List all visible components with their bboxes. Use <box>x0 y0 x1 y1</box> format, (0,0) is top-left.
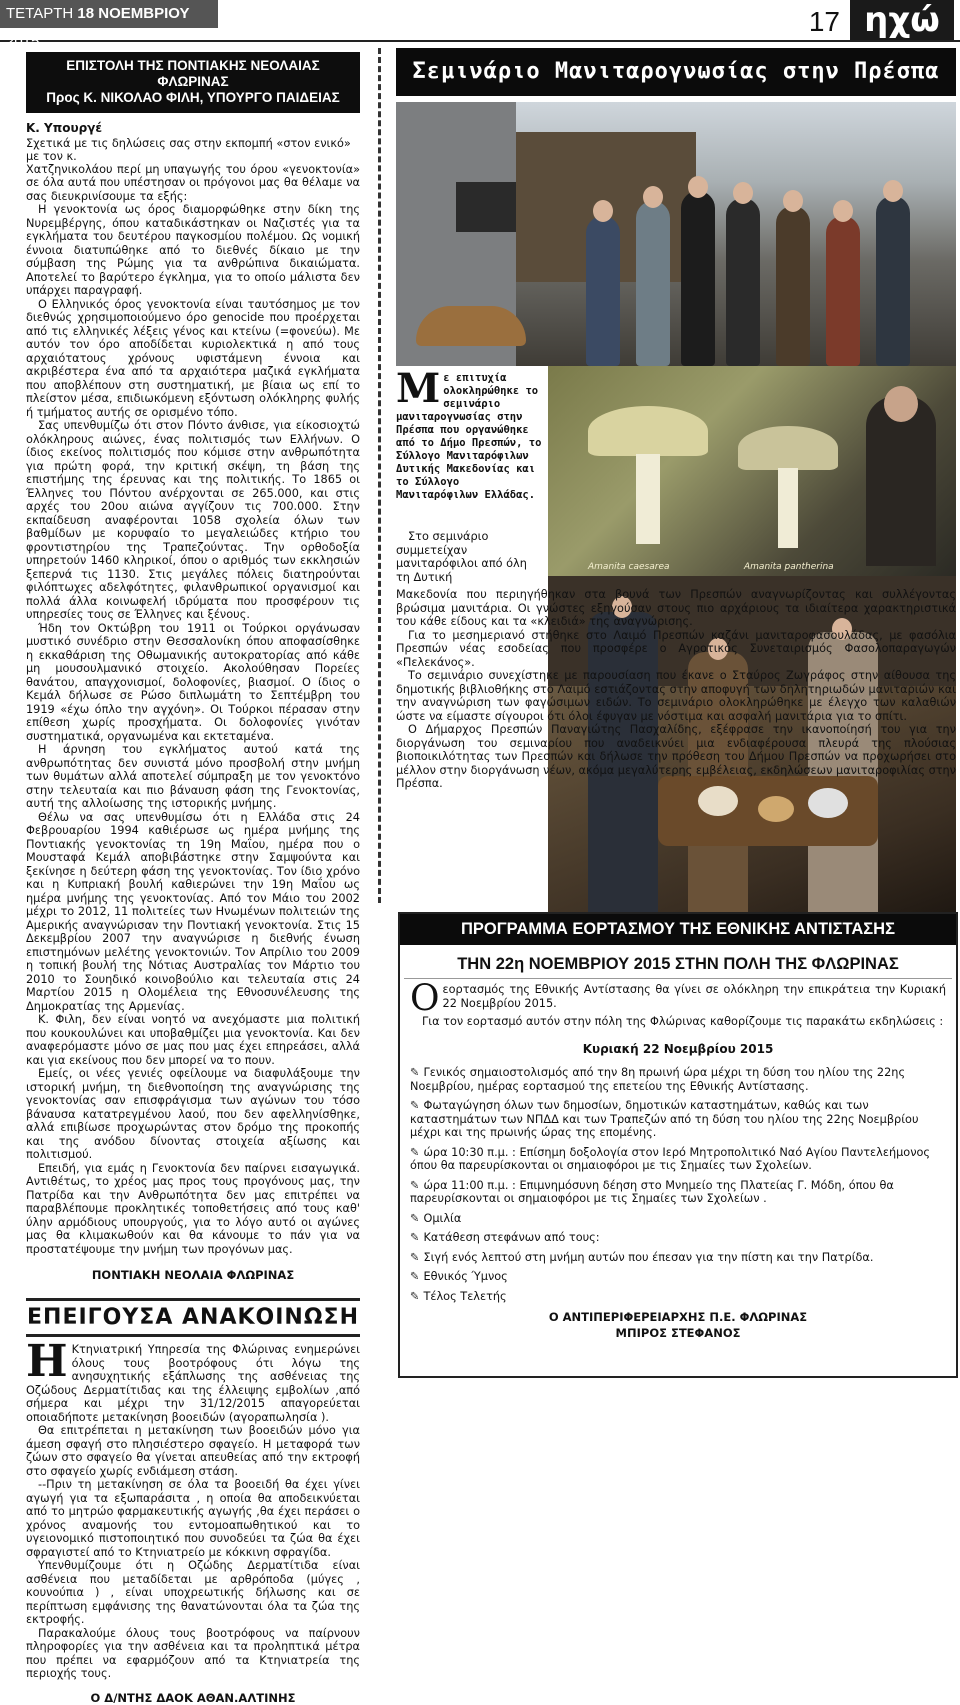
announcement-paragraph: --Πριν τη μετακίνηση σε όλα τα βοοειδή θα έχει γίνει αγωγή για τα εξωπαράσιτα , η οποία θα αποδεικνύεται από το μητρώο φαρμακευτικής αγωγής ,θα έχει περάσει ο χρόνος αναμονής του εντομοαπωθητικού και το υγειονομικό πιστοποιητικό που συνοδεύει τα ζώα θα έχει σφραγιστεί από το Κτηνιατρείο με κόκκινη σφραγίδα. <box>26 1478 360 1559</box>
announcement-signature: Ο Δ/ΝΤΗΣ ΔΑΟΚ ΑΘΑΝ.ΑΛΤΙΝΗΣ <box>90 1690 296 1705</box>
announcement-paragraph: Παρακαλούμε όλους τους βοοτρόφους να παίρνουν πληροφορίες για την ασθένεια και τα προληπτικά μέτρα που πρέπει να εφαρμόζουν από τα Κτηνιατρεία της περιοχής τους. <box>26 1626 360 1681</box>
seminar-paragraph: Το σεμινάριο συνεχίστηκε με παρουσίαση που έκανε ο Σταύρος Ζωγράφος στην αίθουσα της δημοτικής βιβλιοθήκης στο Λαιμό εστιάζοντας στην αποφυγή των δηλητηριωδών μανιταριών και την αναγνώριση των φαγώσιμων ειδών. Το σεμινάριο ολοκληρώθηκε με έλεγχο των καλαθιών ώστε να είμαστε σίγουροι ότι όλοι έφυγαν με νόστιμα και ασφαλή μανιτάρια για το σπίτι. <box>396 669 956 723</box>
program-item-text: Κατάθεση στεφάνων από τους: <box>423 1231 600 1244</box>
letter-paragraph: Ο Ελληνικός όρος γενοκτονία είναι ταυτόσημος με τον διεθνώς χρησιμοποιούμενο όρο genocide που προέρχεται από τις ελληνικές λέξεις γένος και κτείνω (=φονεύω). Με αυτόν τον όρο αποδίδεται κυριολεκτικά η από τους αρχαιότατους χρόνους υφιστάμενη έννοια και ακριβέστερα ένα από τα αρχαιότερα μαζικά εγκλήματα που αποβλέπουν στη συστηματική, με βίαια ως επί το πλείστον μέσα, επιδιωκόμενη εξόντωση ολόκληρης φυλής ή τμήματος αυτής σε ορισμένο τόπο. <box>26 297 360 419</box>
announcement-paragraph <box>26 1336 360 1424</box>
left-column <box>26 52 360 1705</box>
program-item <box>410 1212 946 1226</box>
seminar-title: Σεμινάριο Μανιταρογνωσίας στην Πρέσπα <box>396 48 956 96</box>
page-header <box>0 0 960 50</box>
letter-paragraph: Χατζηνικολάου περί μη υπαγωγής του όρου «γενοκτονία» σε όλα αυτά που υπέστησαν οι πρόγονοι μας θα θέλαμε να σας διευκρινίσουμε τα εξής: <box>26 162 360 203</box>
letter-signature: ΠΟΝΤΙΑΚΗ ΝΕΟΛΑΙΑ ΦΛΩΡΙΝΑΣ <box>91 1268 295 1283</box>
program-subtitle: ΤΗΝ 22η ΝΟΕΜΒΡΙΟΥ 2015 ΣΤΗΝ ΠΟΛΗ ΤΗΣ ΦΛΩΡΙΝΑΣ <box>404 945 952 979</box>
pen-icon: ✎ <box>410 1145 420 1159</box>
program-item <box>410 1066 946 1093</box>
program-item <box>410 1270 946 1284</box>
pen-icon: ✎ <box>410 1066 420 1079</box>
letter-title <box>26 52 360 113</box>
program-intro <box>410 978 946 1019</box>
program-item-text: Ομιλία <box>423 1211 462 1225</box>
program-intro-text: εορτασμός της Εθνικής Αντίστασης θα γίνει σε ολόκληρη την επικράτεια την Κυριακή 22 Νοεμβρίου 2015. <box>442 983 946 1010</box>
announcement-title: ΕΠΕΙΓΟΥΣΑ ΑΝΑΚΟΙΝΩΣΗ <box>26 1298 360 1337</box>
pen-icon: ✎ <box>410 1270 420 1283</box>
date-day: ΤΕΤΑΡΤΗ <box>6 5 74 22</box>
seminar-paragraph: Στο σεμινάριο συμμετείχαν μανιταρόφιλοι από όλη τη Δυτική <box>396 530 527 584</box>
seminar-paragraph: Ο Δήμαρχος Πρεσπών Παναγιώτης Πασχαλίδης, εξέφρασε την ικανοποίησή του για την διοργάνωση του σεμιναρίου που αναδεικνύει μια ενδιαφέρουσα πλευρά της πλούσιας βιοποικιλότητας των Πρεσπών και δήλωσε την πρόθεση του Δήμου Πρεσπών να προχωρήσει στο μέλλον στην διοργάνωση νέων, ακόμα μεγαλύτερης εμβέλειας, εκδηλώσεων μανιταροφιλίας στην Πρέσπα. <box>396 723 956 790</box>
seminar-dropcap: Μ <box>396 365 441 412</box>
letter-paragraph: Επειδή, για εμάς η Γενοκτονία δεν παίρνει εισαγωγικά. Αντιθέτως, το χρέος μας προς τους προγόνους μας, την Πατρίδα και την Ανθρωπότητα δεν μας επιτρέπει να παραβλέπουμε προκλητικές τοποθετήσεις από τους καθ' ύλην αρμόδιους υπουργούς, για το λόγο αυτό οι αγώνες μας θα κλιμακωθούν και θα κάνουμε το πάν για να προστατέψουμε την μνήμη των προγόνων μας. <box>26 1161 360 1256</box>
newspaper-logo: ηχώ <box>850 0 954 40</box>
letter-paragraph: Σας υπενθυμίζω ότι στον Πόντο άνθισε, για είκοσιοχτώ ολόκληρους αιώνες, ένας πολιτισμός των Ελλήνων. Ο ίδιος εκείνος πολιτισμός που κόμισε στην ανθρωπότητα για πρώτη φορά, την κριτική σκέψη, τη βάση της επιστήμης της έρευνας και της πολιτικής. Το 1865 οι Έλληνες του Πόντου ανέρχονται σε 265.000, και στις αρχές του 20ου αιώνα αγγίζουν τις 700.000. Στην εκπαίδευση αναφέρονται 1058 σχολεία όλων των βαθμίδων με κορυφαίο το μεγαλειώδες κτήριο του φροντιστηρίου της Τραπεζούντας. Την ορθοδοξία υπηρετούν 1460 κληρικοί, όπου ο αριθμός των εκκλησιών ξεπερνά τις 1130. Στις μεγάλες πόλεις διατηρούνται φιλόπτωχες αδελφότητες, φιλανθρωπικοί οργανισμοί και πολλά άλλα κοινωφελή ιδρύματα που προσφέρουν τις υπηρεσίες τους σε Έλληνες και ξένους. <box>26 419 360 622</box>
column-divider <box>378 48 381 903</box>
program-body <box>400 979 956 1345</box>
letter-paragraph: Εμείς, οι νέες γενιές οφείλουμε να διαφυλάξουμε την ιστορική μνήμη, τη διεθνοποίηση της αναγνώρισης της γενοκτονίας σαν επισφράγισμα των αγώνων του τόσο βάναυσα κατατρεγμένου λαού, που δεν αφελληνίσθηκε, αλλά επιβίωσε προχωρώντας στον δρόμο της προκοπής και της ανόδου δίνοντας στοιχεία αξίωσης και πολιτισμού. <box>26 1067 360 1162</box>
program-intro2: Για τον εορτασμό αυτόν στην πόλη της Φλώρινας καθορίζουμε τις παρακάτω εκδηλώσεις : <box>422 1015 944 1028</box>
program-item-text: Φωταγώγηση όλων των δημοσίων, δημοτικών καταστημάτων, καθώς και των καταστημάτων των ΝΠΔΔ και των Τραπεζών από τη δύση του ηλίου της 22ης Νοεμβρίου μέχρι και της πρωινής ώρας της επομένης. <box>410 1099 919 1139</box>
letter-paragraph: Ήδη τον Οκτώβρη του 1911 οι Τούρκοι οργάνωσαν μυστικό συνέδριο στην Θεσσαλονίκη όπου αποφασίσθηκε η εκκαθάριση της Οθωμανικής αυτοκρατορίας από κάθε μη μουσουλμανικό στοιχείο. Ακολούθησαν Πορείες θανάτου, απαγχονισμοί, δολοφονίες, βιασμοί. Ο ίδιος ο Κεμάλ δήλωσε σε Ρώσο διπλωμάτη το Σεπτέμβρη του 1919 «έχω όπλο την αγχόνη». Οι Τούρκοι πέρασαν στην επίθεση χωρίς προσχήματα. Οι δολοφονίες γινόταν συστηματικά, οργανωμένα και εκτεταμένα. <box>26 621 360 743</box>
pen-icon: ✎ <box>410 1289 420 1303</box>
program-item <box>410 1099 946 1140</box>
program-signature-title: Ο ΑΝΤΙΠΕΡΙΦΕΡΕΙΑΡΧΗΣ Π.Ε. ΦΛΩΡΙΝΑΣ <box>548 1310 808 1324</box>
program-item-text: Γενικός σημαιοστολισμός από την 8η πρωινή ώρα μέχρι τη δύση του ηλίου της 22ης Νοεμβρίου, ημέρας εορτασμού της επετείου της Εθνικής Αντίστασης. <box>410 1066 906 1093</box>
group-photo <box>396 102 956 366</box>
pen-icon: ✎ <box>410 1231 420 1244</box>
page-number: 17 <box>808 6 840 37</box>
program-item <box>410 1179 946 1206</box>
pen-icon: ✎ <box>410 1099 420 1112</box>
seminar-body <box>396 530 956 791</box>
letter-title-line2: Προς Κ. ΝΙΚΟΛΑΟ ΦΙΛΗ, ΥΠΟΥΡΓΟ ΠΑΙΔΕΙΑΣ <box>46 90 340 106</box>
date-month: 18 ΝΟΕΜΒΡΙΟΥ <box>77 5 190 22</box>
letter-salutation: Κ. Υπουργέ <box>26 120 103 135</box>
program-item <box>410 1231 946 1245</box>
seminar-lead-paragraph <box>396 365 542 502</box>
pen-icon: ✎ <box>410 1250 420 1264</box>
announcement-dropcap: Η <box>26 1336 68 1388</box>
announcement-paragraph: Θα επιτρέπεται η μετακίνηση των βοοειδών μόνο για άμεση σφαγή στο πλησιέστερο σφαγείο. Η μεταφορά των ζώων στο σφαγείο θα γίνεται απευθείας από την εκτροφή στο σφαγείο χωρίς ενδιάμεση στάση. <box>26 1424 360 1478</box>
date-year: 2015 <box>6 33 40 50</box>
program-item-text: Τέλος Τελετής <box>423 1289 507 1303</box>
program-title: ΠΡΟΓΡΑΜΜΑ ΕΟΡΤΑΣΜΟΥ ΤΗΣ ΕΘΝΙΚΗΣ ΑΝΤΙΣΤΑΣΗΣ <box>400 914 956 945</box>
program-item <box>410 1290 946 1304</box>
program-signature-name: ΜΠΙΡΟΣ ΣΤΕΦΑΝΟΣ <box>615 1326 741 1340</box>
letter-subject: Σχετικά με τις δηλώσεις σας στην εκπομπή «στον ενικό» με τον κ. <box>26 136 351 163</box>
program-item-text: Εθνικός Ύμνος <box>423 1270 508 1283</box>
program-item-text: Σιγή ενός λεπτού στη μνήμη αυτών που έπεσαν για την πίστη και την Πατρίδα. <box>423 1250 874 1264</box>
letter-paragraph: Η άρνηση του εγκλήματος αυτού κατά της ανθρωπότητας δεν συνιστά μόνο προσβολή στην μνήμη των θυμάτων αλλά αποτελεί σύμπραξη με τον γενοκτόνο στην τελευταία και πιο βάναυση φάση της Γενοκτονίας, αυτή της αλλοίωσης της ιστορικής μνήμης. <box>26 743 360 811</box>
letter-body <box>26 163 360 1257</box>
announcement-text: Κτηνιατρική Υπηρεσία της Φλώρινας ενημερώνει όλους τους βοοτρόφους ότι λόγω της ανησυχητικής εξάπλωσης της ασθένειας της Οζώδους Δερματίτιδας και της έλλειψης εμβολίων ,από σήμερα και μέχρι την 31/12/2015 απαγορεύεται οποιαδήποτε μετακίνηση βοοειδών (αγοραπωλησία ). <box>26 1343 360 1424</box>
program-item <box>410 1146 946 1173</box>
program-date: Κυριακή 22 Νοεμβρίου 2015 <box>582 1041 774 1056</box>
program-signature <box>410 1309 946 1341</box>
program-item-text: ώρα 11:00 π.μ. : Επιμνημόσυνη δέηση στο Μνημείο της Πλατείας Γ. Μόδη, όπου θα παρευρίσκονται οι σημαιοφόροι με τις Σημαίες των Σχολείων . <box>410 1178 894 1205</box>
pen-icon: ✎ <box>410 1211 420 1225</box>
pen-icon: ✎ <box>410 1178 420 1192</box>
seminar-article <box>396 48 956 790</box>
seminar-paragraph: Μακεδονία που περιηγήθηκαν στα βουνά των Πρεσπών αναγνωρίζοντας και συλλέγοντας βρώσιμα μανιτάρια. Οι γνώστες εξηγούσαν στους πιο αρχάριους τα ιδιαίτερα χαρακτηριστικά του κάθε είδους και τα «κλειδιά» της αναγνώρισης. <box>396 588 956 628</box>
program-dropcap: Ο <box>410 978 440 1019</box>
seminar-lead-text: ε επιτυχία ολοκληρώθηκε το σεμινάριο μανιταρογνωσίας στην Πρέσπα που οργανώθηκε από το Δήμο Πρεσπών, το Σύλλογο Μανιταρόφιλων Δυτικής Μακεδονίας και το Σύλλογο Μανιταρόφιλων Ελλάδας. <box>396 372 542 501</box>
program-box <box>398 912 958 1378</box>
letter-title-line1: ΕΠΙΣΤΟΛΗ ΤΗΣ ΠΟΝΤΙΑΚΗΣ ΝΕΟΛΑΙΑΣ ΦΛΩΡΙΝΑΣ <box>66 58 320 90</box>
announcement-paragraph: Υπενθυμίζουμε ότι η Οζώδης Δερματίτιδα είναι ασθένεια που μεταδίδεται με αρθρόποδα (μύγες , κουνούπια ) , είναι υποχρεωτικής δήλωσης και σε περίπτωση εμφάνισης της θανατώνονται όλα τα ζώα της εκτροφής. <box>26 1559 360 1627</box>
photo-caption-caesarea: Amanita caesarea <box>588 562 670 572</box>
photo-caption-pantherina: Amanita pantherina <box>744 562 834 572</box>
letter-paragraph: Η γενοκτονία ως όρος διαμορφώθηκε στην δίκη της Νυρεμβέργης, όπου καταδικάστηκαν οι Ναζιστές για τα εγκλήματα του δευτέρου παγκοσμίου πολέμου. Ως νομική έννοια διατυπώθηκε από το διεθνές δίκαιο με την σύμβαση της Ρώμης για τα ανθρώπινα δικαιώματα. Αποτελεί το βαρύτερο έγκλημα, για το οποίο μάλιστα δεν υπάρχει παραγραφή. <box>26 203 360 298</box>
program-item-text: ώρα 10:30 π.μ. : Επίσημη δοξολογία στον Ιερό Μητροπολιτικό Ναό Αγίου Παντελεήμονος όπου θα παρευρίσκονται οι σημαιοφόροι με τις Σημαίες των Σχολείων. <box>410 1145 931 1172</box>
seminar-lead <box>396 366 542 502</box>
letter-paragraph: Θέλω να σας υπενθυμίσω ότι η Ελλάδα στις 24 Φεβρουαρίου 1994 καθιέρωσε ως ημέρα μνήμης της Ποντιακής γενοκτονίας τη 19η Μαΐου, ημέρα που ο Μουσταφά Κεμάλ αποβιβάστηκε στην Σαμψούντα και ξεκίνησε η δεύτερη φάση της γενοκτονίας. Τον ίδιο χρόνο και η Κυπριακή βουλή καθιερώνει την 19η Μαΐου ως ημέρα μνήμης της γενοκτονίας. Από τον Μάιο του 2002 μέχρι το 2012, 11 πολιτείες των Ηνωμένων πολιτειών της Αμερικής αναγνώρισαν την Ποντιακή γενοκτονία. Στις 15 Δεκεμβρίου 2007 την αναγνώρισε η διεθνής ένωση επιστημόνων μελέτης γενοκτονιών. Τον Απρίλιο του 2009 η τοπική βουλή της Νότιας Αυστραλίας τον Μάρτιο του 2010 το Σουηδικό κοινοβούλιο και τελευταία στις 24 Μαρτίου 2015 η Ολομέλεια της Εθνοσυνέλευσης της Δημοκρατίας της Αρμενίας. <box>26 810 360 1013</box>
program-item <box>410 1251 946 1265</box>
seminar-paragraph: Για το μεσημεριανό στήθηκε στο Λαιμό Πρεσπών καζάνι μανιταροφασουλάδας, με φασόλια Πρεσπών νέας εσοδείας που προσφέρε ο Αγροτικός Συνεταιρισμός Φασολοπαραγωγών «Πελεκάνος». <box>396 628 956 669</box>
announcement-body <box>26 1336 360 1681</box>
issue-date <box>0 0 218 50</box>
letter-paragraph: Κ. Φιλη, δεν είναι νοητό να ανεχόμαστε μια πολιτική που κουκουλώνει και υποβαθμίζει μια γενοκτονία. Και δεν αναφερόμαστε μόνο σε μας που μας έχει επηρεάσει, αλλά και για εκείνους που δεν μπορεί να το πουν. <box>26 1013 360 1067</box>
